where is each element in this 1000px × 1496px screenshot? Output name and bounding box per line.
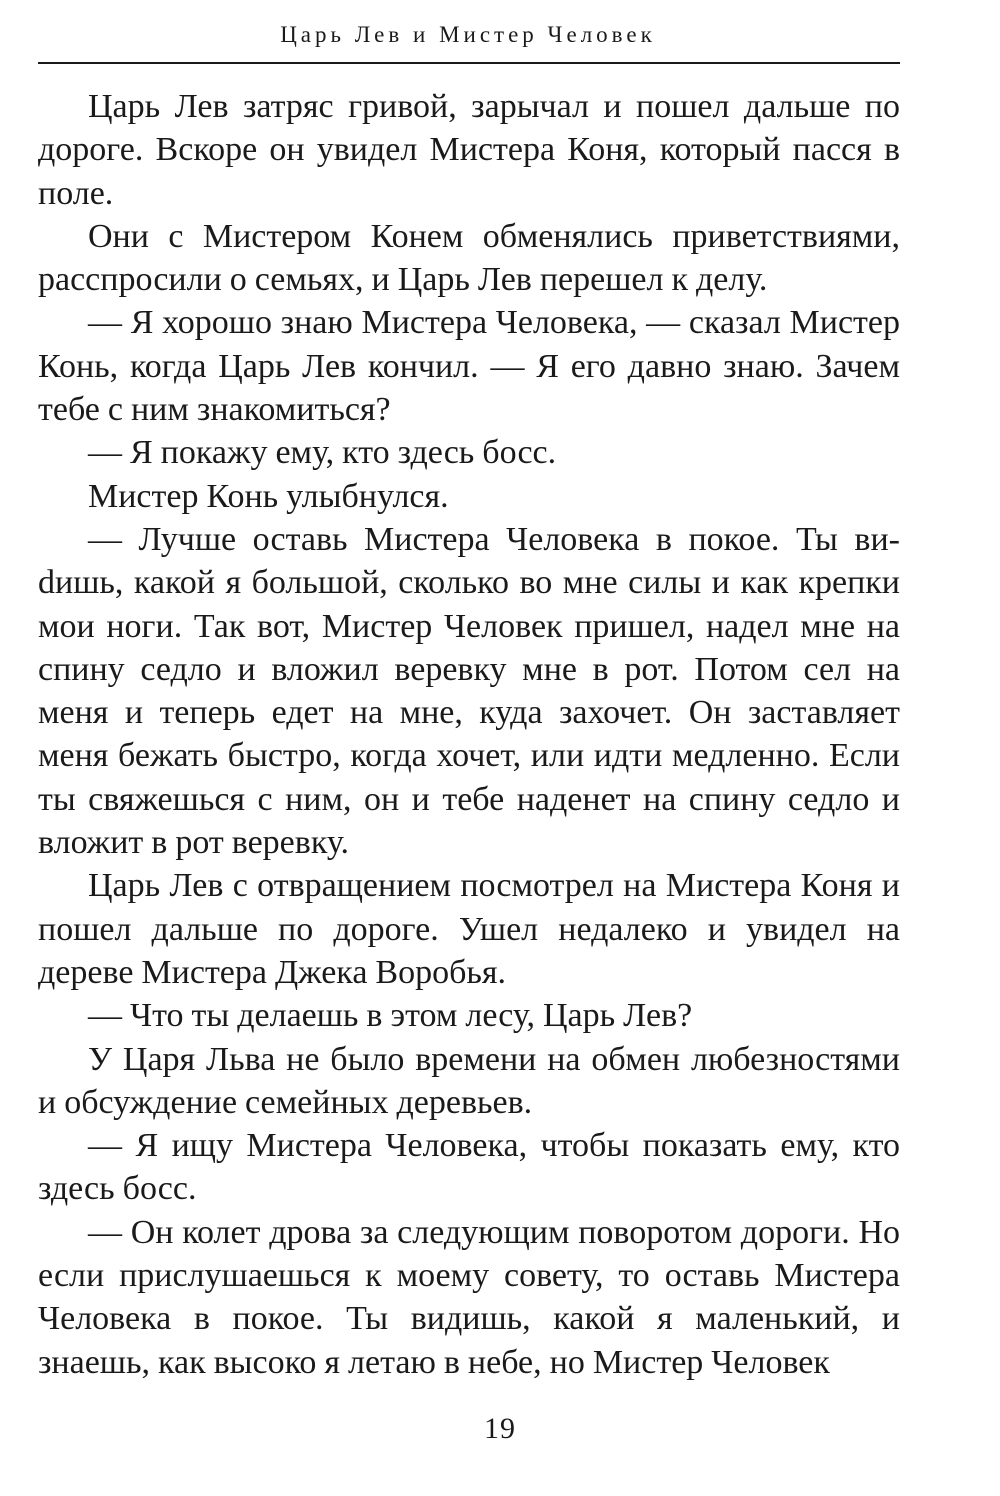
header-rule bbox=[38, 62, 900, 64]
paragraph: Они с Мистером Конем обменялись приветствиями, расспросили о семьях, и Царь Лев перешел к делу. bbox=[38, 217, 900, 299]
running-head: Царь Лев и Мистер Человек bbox=[280, 22, 656, 47]
body-text bbox=[38, 85, 900, 1384]
paragraph: Царь Лев затряс гривой, зарычал и пошел дальше по дороге. Вскоре он увидел Мистера Коня, который пасся в поле. bbox=[38, 88, 900, 212]
paragraph: Царь Лев с отвращением посмотрел на Мистера Коня и пошел дальше по дороге. Ушел недалеко и увидел на дереве Мистера Джека Воробья. bbox=[38, 867, 900, 991]
paragraph: — Он колет дрова за следующим поворотом дороги. Но если прислушаешься к моему совету, то оставь Мистера Человека в покое. Ты видишь, какой я маленький, и знаешь, как высоко я летаю в небе, но Мистер Человек bbox=[38, 1213, 900, 1381]
paragraph: — Лучше оставь Мистера Человека в покое. Ты виdишь, какой я большой, сколько во мне силы и как крепки мои ноги. Так вот, Мистер Человек пришел, надел мне на спину седло и вложил веревку мне в рот. Потом сел на меня и теперь едет на мне, куда захочет. Он заставляет меня бежать быстро, когда хочет, или идти медленно. Если ты свяжешься с ним, он и тебе наденет на спину седло и вложит в рот веревку. bbox=[38, 520, 900, 862]
paragraph: — Я покажу ему, кто здесь босс. bbox=[88, 434, 557, 472]
paragraph: У Царя Льва не было времени на обмен любезностями и обсуждение семейных деревьев. bbox=[38, 1040, 900, 1121]
page-number: 19 bbox=[484, 1412, 516, 1445]
paragraph: — Я хорошо знаю Мистера Человека, — сказал Мистер Конь, когда Царь Лев кончил. — Я его давно знаю. Зачем тебе с ним знакомиться? bbox=[38, 304, 900, 429]
paragraph: — Я ищу Мистера Человека, чтобы показать ему, кто здесь босс. bbox=[38, 1127, 900, 1208]
paragraph: — Что ты делаешь в этом лесу, Царь Лев? bbox=[88, 997, 693, 1035]
paragraph: Мистер Конь улыбнулся. bbox=[88, 477, 449, 515]
